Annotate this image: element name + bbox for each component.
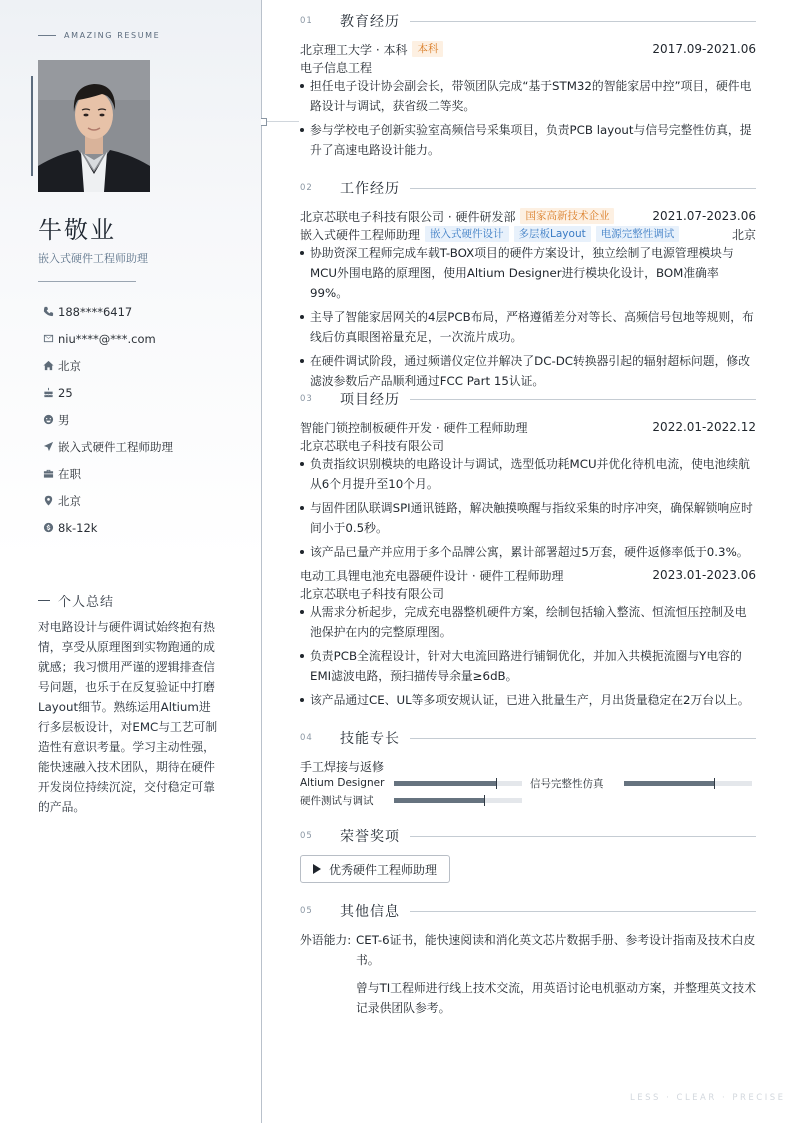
summary-dash (38, 600, 50, 601)
contact-value: niu****@***.com (58, 331, 156, 346)
project-name: 智能门锁控制板硬件开发 · 硬件工程师助理 (300, 420, 528, 435)
send-icon (38, 441, 58, 452)
contact-status (38, 460, 248, 487)
award-chip[interactable] (300, 855, 450, 883)
project-date: 2022.01-2022.12 (652, 420, 756, 434)
skill-bar-fill (394, 798, 484, 803)
skill-item (300, 793, 522, 807)
skill-category: 手工焊接与返修 (300, 760, 385, 774)
work-header-row (300, 207, 756, 225)
list-item: 参与学校电子创新实验室高频信号采集项目，负责PCB layout与信号完整性仿真，提升了高速电路设计能力。 (300, 120, 756, 160)
role-tag: 嵌入式硬件设计 (425, 226, 509, 242)
summary-heading (38, 591, 114, 610)
contact-value: 在职 (58, 466, 81, 481)
language-text: 曾与TI工程师进行线上技术交流，用英语讨论电机驱动方案，并整理英文技术记录供团队参考。 (356, 981, 756, 1015)
brand-label: AMAZING RESUME (64, 31, 161, 40)
avatar (38, 60, 150, 192)
contact-phone (38, 298, 248, 325)
location-pin-icon (38, 495, 58, 506)
cake-icon (38, 387, 58, 398)
work-bullets (300, 243, 756, 395)
education-date: 2017.09-2021.06 (652, 42, 756, 56)
skill-bar-fill (394, 781, 496, 786)
section-number: 01 (300, 16, 313, 26)
skill-bar-marker (714, 778, 715, 789)
section-rule (410, 738, 756, 739)
contact-value: 188****6417 (58, 304, 133, 319)
list-item: 从需求分析起步，完成充电器整机硬件方案，绘制包括输入整流、恒流恒压控制及电池保护在内的完整原理图。 (300, 602, 756, 642)
award-label: 优秀硬件工程师助理 (329, 862, 438, 877)
section-title: 工作经历 (340, 181, 400, 197)
section-number: 02 (300, 183, 313, 193)
list-item: 在硬件调试阶段，通过频谱仪定位并解决了DC-DC转换器引起的辐射超标问题，修改滤波参数后产品顺利通过FCC Part 15认证。 (300, 351, 756, 391)
section-number: 03 (300, 394, 313, 404)
candidate-name: 牛敬业 (38, 216, 116, 244)
section-rule (410, 188, 756, 189)
contact-value: 北京 (58, 493, 81, 508)
language-label: 外语能力: (300, 933, 352, 947)
list-item: 负责指纹识别模块的电路设计与调试，选型低功耗MCU并优化待机电流，使电池续航从6个月提升至10个月。 (300, 454, 756, 494)
decorative-tick (261, 118, 267, 126)
section-heading-skills (300, 728, 756, 748)
list-item: 该产品已量产并应用于多个品牌公寓，累计部署超过5万套，硬件返修率低于0.3%。 (300, 542, 756, 562)
summary-title: 个人总结 (58, 595, 115, 610)
project-date: 2023.01-2023.06 (652, 568, 756, 582)
section-rule (410, 911, 756, 912)
contact-value: 嵌入式硬件工程师助理 (58, 439, 173, 454)
section-heading-other (300, 901, 756, 921)
role-tag: 电源完整性调试 (596, 226, 680, 242)
avatar-frame (38, 60, 150, 192)
project-company: 北京芯联电子科技有限公司 (300, 438, 445, 453)
divider (38, 281, 136, 282)
skill-bar (394, 781, 522, 786)
skill-bar-marker (484, 795, 485, 806)
summary-text: 对电路设计与硬件调试始终抱有热情，享受从原理图到实物跑通的成就感；我习惯用严谨的逻辑排查信号问题，也乐于在反复验证中打磨Layout细节。熟练运用Altium进行多层板设计，对EMC与工艺可制造性有意识考量。学习主动性强，能快速融入技术团队，期待在硬件开发岗位持续沉淀，交付稳定可靠的产品。 (38, 620, 218, 814)
avatar-accent-bar (31, 76, 33, 176)
home-icon (38, 360, 58, 371)
work-date: 2021.07-2023.06 (652, 209, 756, 223)
school-name: 北京理工大学 · 本科 (300, 42, 408, 57)
footer-tagline: LESS · CLEAR · PRECISE (630, 1093, 786, 1103)
major: 电子信息工程 (300, 60, 373, 75)
work-city: 北京 (731, 227, 756, 242)
project-company: 北京芯联电子科技有限公司 (300, 586, 445, 601)
list-item: 负责PCB全流程设计，针对大电流回路进行铺铜优化，并加入共模扼流圈与Y电容的EMI滤波电路，预扫描传导余量≥6dB。 (300, 646, 756, 686)
project-company-row (300, 436, 756, 454)
section-title: 项目经历 (340, 392, 400, 408)
contact-location (38, 487, 248, 514)
section-number: 05 (300, 906, 313, 916)
list-item: 与固件团队联调SPI通讯链路，解决触摸唤醒与指纹采集的时序冲突，确保解锁响应时间小于0.5秒。 (300, 498, 756, 538)
section-rule (410, 21, 756, 22)
skill-item (530, 776, 752, 790)
skill-bar-marker (496, 778, 497, 789)
skill-bar (624, 781, 752, 786)
project-bullets (300, 602, 756, 714)
education-bullets (300, 76, 756, 164)
contact-value: 北京 (58, 358, 81, 373)
contact-value: 男 (58, 412, 70, 427)
list-item: 担任电子设计协会副会长，带领团队完成“基于STM32的智能家居中控”项目，硬件电路设计与调试，获省级二等奖。 (300, 76, 756, 116)
contact-value: 8k-12k (58, 520, 98, 535)
phone-icon (38, 306, 58, 317)
contact-list (38, 298, 248, 541)
project-header-row (300, 418, 756, 436)
company-name: 北京芯联电子科技有限公司 · 硬件研发部 (300, 209, 516, 224)
section-title: 教育经历 (340, 14, 400, 30)
section-title: 其他信息 (340, 904, 400, 920)
section-rule (410, 836, 756, 837)
portrait-image (38, 60, 150, 192)
section-heading-awards (300, 826, 756, 846)
smile-icon (38, 414, 58, 425)
project-bullets (300, 454, 756, 566)
section-heading-education (300, 11, 756, 31)
project-company-row (300, 584, 756, 602)
skill-name: 硬件测试与调试 (300, 794, 374, 807)
contact-value: 25 (58, 385, 73, 400)
skill-name: Altium Designer (300, 777, 385, 789)
skill-bar (394, 798, 522, 803)
list-item: 主导了智能家居网关的4层PCB布局，严格遵循差分对等长、高频信号包地等规则，布线后仿真眼图裕量充足，一次流片成功。 (300, 307, 756, 347)
sidebar (0, 0, 262, 1123)
contact-gender (38, 406, 248, 433)
list-item: 协助资深工程师完成车载T-BOX项目的硬件方案设计，独立绘制了电源管理模块与MCU外围电路的原理图，使用Altium Designer进行模块化设计，BOM准确率99%。 (300, 243, 756, 303)
contact-city (38, 352, 248, 379)
candidate-title: 嵌入式硬件工程师助理 (38, 252, 148, 265)
list-item: 该产品通过CE、UL等多项安规认证，已进入批量生产，月出货量稳定在2万台以上。 (300, 690, 756, 710)
salary-icon (38, 522, 58, 533)
education-header-row (300, 40, 756, 58)
project-header-row (300, 566, 756, 584)
section-number: 05 (300, 831, 313, 841)
briefcase-icon (38, 468, 58, 479)
contact-salary (38, 514, 248, 541)
skill-bar-fill (624, 781, 714, 786)
role-name: 嵌入式硬件工程师助理 (300, 227, 421, 242)
education-major-row (300, 58, 756, 76)
project-name: 电动工具锂电池充电器硬件设计 · 硬件工程师助理 (300, 568, 564, 583)
role-tag: 多层板Layout (514, 226, 591, 242)
contact-target-role (38, 433, 248, 460)
brand (38, 31, 160, 40)
contact-age (38, 379, 248, 406)
contact-email (38, 325, 248, 352)
skill-name: 信号完整性仿真 (530, 777, 604, 790)
section-number: 04 (300, 733, 313, 743)
language-text: CET-6证书，能快速阅读和消化英文芯片数据手册、参考设计指南及技术白皮书。 (356, 933, 756, 967)
mail-icon (38, 333, 58, 344)
section-heading-projects (300, 389, 756, 409)
skill-item (300, 776, 522, 790)
section-title: 技能专长 (340, 731, 400, 747)
section-heading-work (300, 178, 756, 198)
work-role-row (300, 225, 756, 243)
company-tag: 国家高新技术企业 (520, 208, 614, 224)
section-rule (410, 399, 756, 400)
section-title: 荣誉奖项 (340, 829, 400, 845)
degree-tag: 本科 (412, 41, 443, 57)
play-icon (313, 864, 321, 874)
brand-dash (38, 35, 56, 36)
